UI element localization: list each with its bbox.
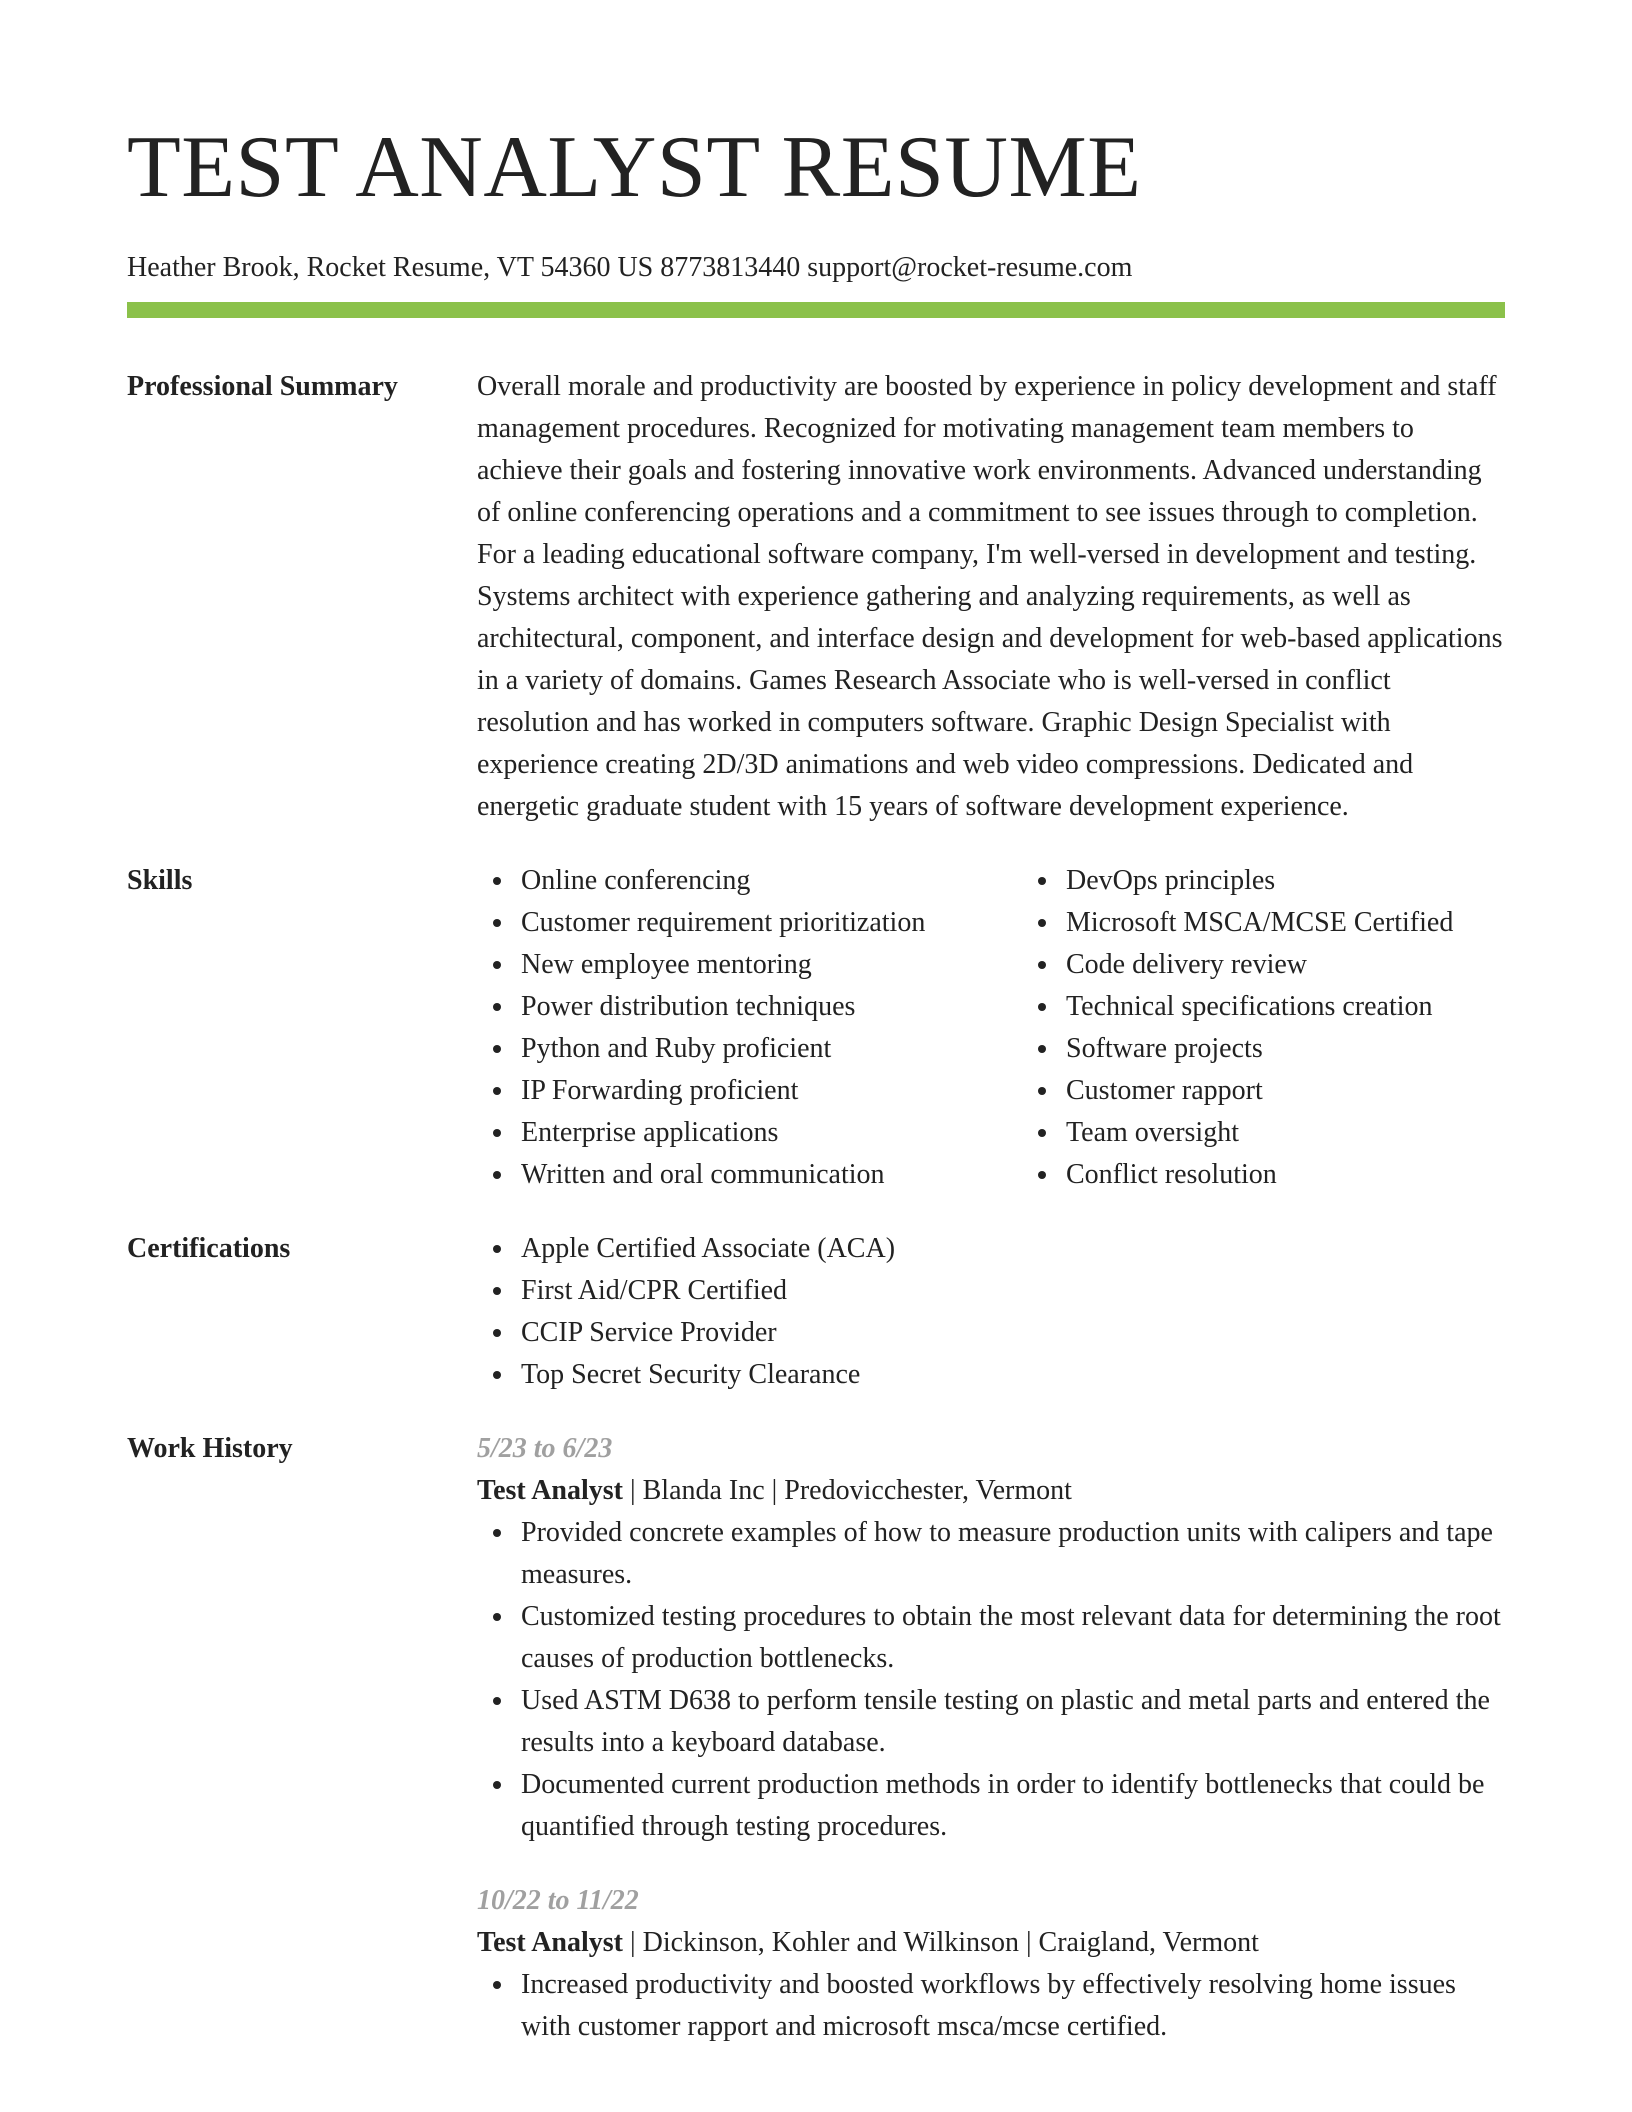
section-label-summary: Professional Summary [127, 371, 398, 402]
job-entry [477, 1428, 1505, 1848]
skill-item: Power distribution techniques [521, 986, 1022, 1028]
skill-item: Python and Ruby proficient [521, 1028, 1022, 1070]
certifications-body [477, 1228, 1505, 1396]
resume-title: TEST ANALYST RESUME [127, 119, 1142, 216]
skill-item: New employee mentoring [521, 944, 1022, 986]
certification-item: CCIP Service Provider [521, 1312, 1505, 1354]
skills-body [477, 860, 1505, 1196]
skill-item: Code delivery review [1066, 944, 1505, 986]
skill-item: IP Forwarding proficient [521, 1070, 1022, 1112]
skill-item: Technical specifications creation [1066, 986, 1505, 1028]
skill-item: Microsoft MSCA/MCSE Certified [1066, 902, 1505, 944]
certification-item: Top Secret Security Clearance [521, 1354, 1505, 1396]
job-details: | Blanda Inc | Predovicchester, Vermont [623, 1475, 1072, 1506]
job-dates: 10/22 to 11/22 [477, 1885, 639, 1916]
skill-item: Enterprise applications [521, 1112, 1022, 1154]
skill-item: DevOps principles [1066, 860, 1505, 902]
job-heading [477, 1470, 1505, 1512]
job-duty: Customized testing procedures to obtain the most relevant data for determining the root causes of production bottlenecks. [521, 1596, 1505, 1680]
job-entry [477, 1880, 1505, 2048]
certifications-section [127, 1228, 1505, 1396]
skill-item: Written and oral communication [521, 1154, 1022, 1196]
certifications-list [477, 1228, 1505, 1396]
work-history-body [477, 1428, 1505, 2048]
skill-item: Online conferencing [521, 860, 1022, 902]
skills-list-left [477, 860, 1022, 1196]
skill-item: Conflict resolution [1066, 1154, 1505, 1196]
job-dates: 5/23 to 6/23 [477, 1433, 613, 1464]
job-duties-list [477, 1512, 1505, 1848]
certification-item: Apple Certified Associate (ACA) [521, 1228, 1505, 1270]
section-label-certifications: Certifications [127, 1233, 291, 1264]
skills-section [127, 860, 1505, 1196]
job-duty: Increased productivity and boosted workflows by effectively resolving home issues with customer rapport and microsoft msca/mcse certified. [521, 1964, 1505, 2048]
job-role: Test Analyst [477, 1475, 624, 1506]
summary-text: Overall morale and productivity are boosted by experience in policy development and staff management procedures. Recognized for motivating management team members to achieve their goals and fostering innovative work environments. Advanced understanding of online conferencing operations and a commitment to see issues through to completion. For a leading educational software company, I'm well-versed in development and testing. Systems architect with experience gathering and analyzing requirements, as well as architectural, component, and interface design and development for web-based applications in a variety of domains. Games Research Associate who is well-versed in conflict resolution and has worked in computers software. Graphic Design Specialist with experience creating 2D/3D animations and web video compressions. Dedicated and energetic graduate student with 15 years of software development experience. [477, 371, 1503, 822]
skill-item: Team oversight [1066, 1112, 1505, 1154]
job-duty: Documented current production methods in order to identify bottlenecks that could be quantified through testing procedures. [521, 1764, 1505, 1848]
section-label-skills: Skills [127, 865, 193, 896]
job-details: | Dickinson, Kohler and Wilkinson | Craigland, Vermont [623, 1927, 1259, 1958]
job-role: Test Analyst [477, 1927, 624, 1958]
job-duties-list [477, 1964, 1505, 2048]
skill-item: Customer rapport [1066, 1070, 1505, 1112]
skills-list-right [1022, 860, 1505, 1196]
header-divider [127, 302, 1505, 318]
job-duty: Provided concrete examples of how to measure production units with calipers and tape measures. [521, 1512, 1505, 1596]
work-history-section [127, 1428, 1505, 2048]
skill-item: Customer requirement prioritization [521, 902, 1022, 944]
section-label-work-history: Work History [127, 1433, 293, 1464]
contact-line: Heather Brook, Rocket Resume, VT 54360 US 8773813440 support@rocket-resume.com [127, 252, 1133, 283]
certification-item: First Aid/CPR Certified [521, 1270, 1505, 1312]
summary-body [477, 366, 1505, 828]
job-heading [477, 1922, 1505, 1964]
job-duty: Used ASTM D638 to perform tensile testing on plastic and metal parts and entered the results into a keyboard database. [521, 1680, 1505, 1764]
summary-section [127, 366, 1505, 828]
skill-item: Software projects [1066, 1028, 1505, 1070]
